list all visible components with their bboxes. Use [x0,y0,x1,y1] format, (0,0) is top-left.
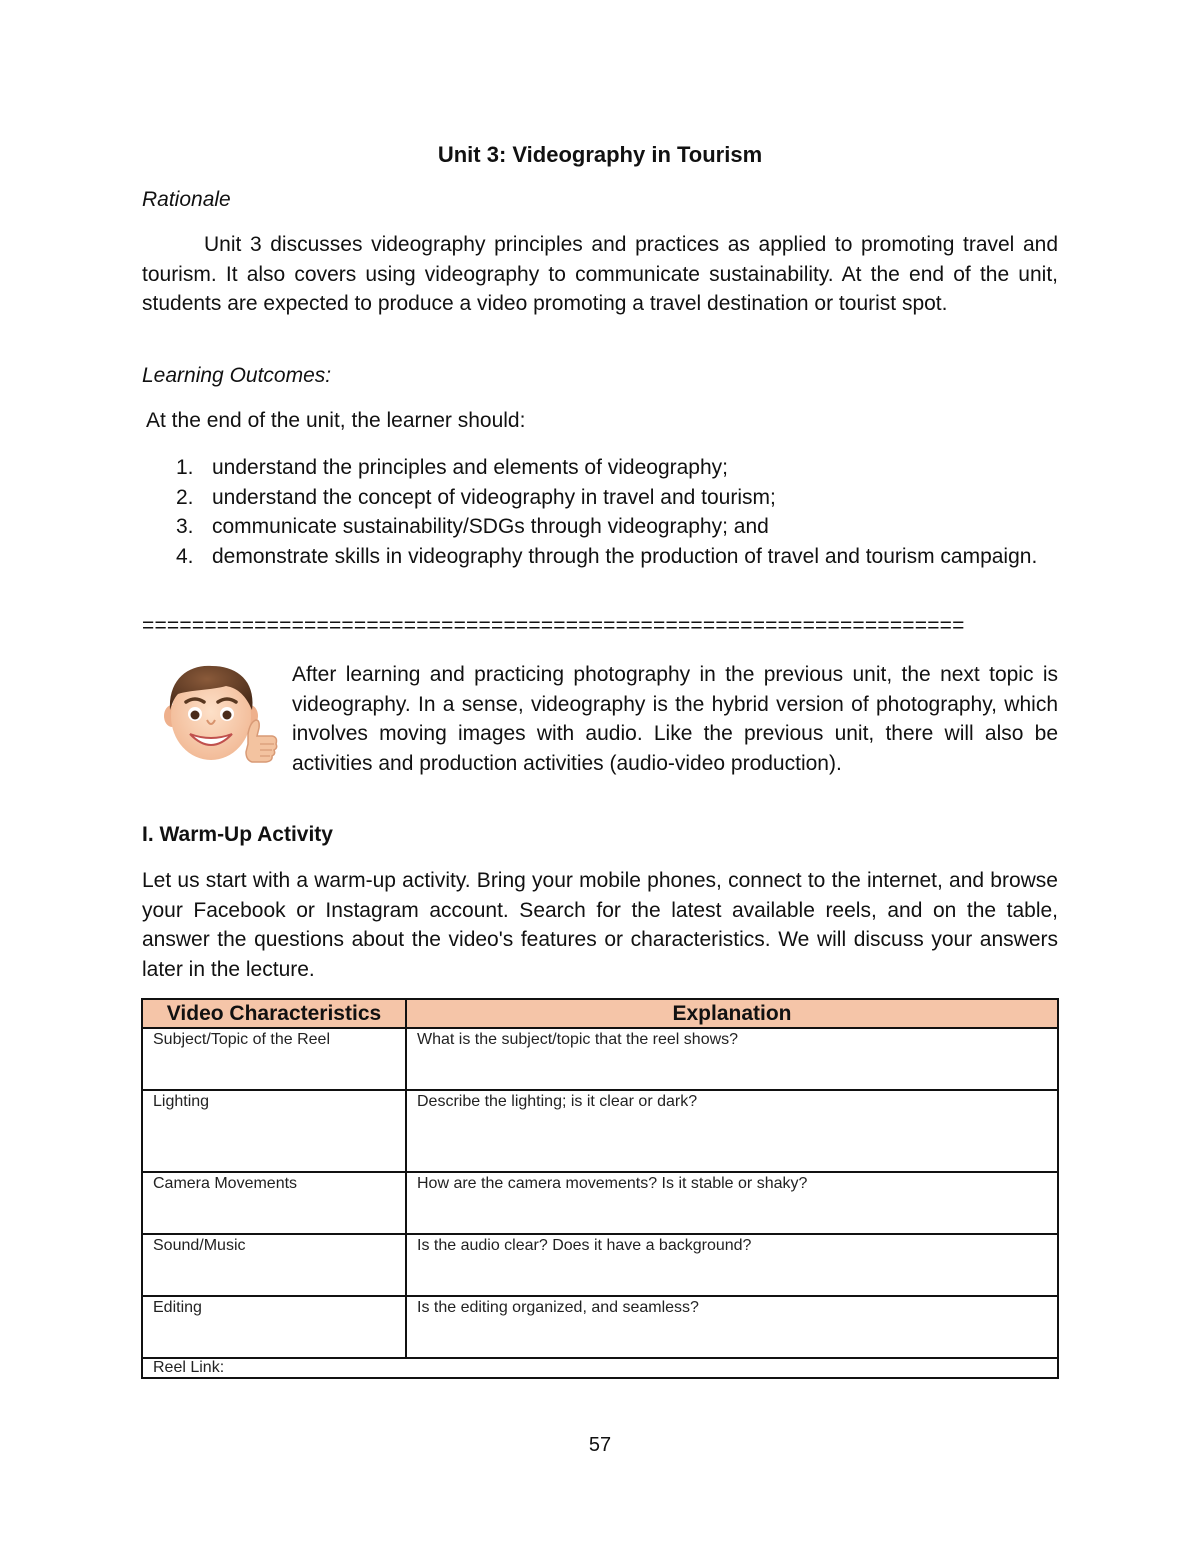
characteristic-cell: Subject/Topic of the Reel [142,1028,406,1090]
warmup-heading: I. Warm-Up Activity [142,823,333,846]
characteristic-cell: Lighting [142,1090,406,1172]
explanation-cell[interactable]: Is the editing organized, and seamless? [406,1296,1058,1358]
table-row [142,1028,1058,1090]
list-item-number: 2. [176,485,194,509]
list-item [142,453,1058,483]
page-number: 57 [588,1434,612,1456]
rationale-label: Rationale [142,188,231,211]
explanation-cell[interactable]: How are the camera movements? Is it stable or shaky? [406,1172,1058,1234]
warmup-paragraph: Let us start with a warm-up activity. Bring your mobile phones, connect to the internet, and browse your Facebook or Instagram account. Search for the latest available reels, and on the table, answer the questions about the video's features or characteristics. We will discuss your answers later in the lecture. [142,869,1058,981]
explanation-cell[interactable]: What is the subject/topic that the reel shows? [406,1028,1058,1090]
learning-outcomes-lead: At the end of the unit, the learner should: [146,409,526,432]
characteristic-cell: Sound/Music [142,1234,406,1296]
list-item-text: communicate sustainability/SDGs through videography; and [212,515,769,538]
table-row [142,1296,1058,1358]
list-item-number: 3. [176,515,194,538]
list-item-text: understand the concept of videography in travel and tourism; [212,485,776,509]
list-item [142,512,1058,542]
explanation-cell[interactable]: Describe the lighting; is it clear or dark? [406,1090,1058,1172]
page-title: Unit 3: Videography in Tourism [437,142,763,167]
characteristic-cell: Editing [142,1296,406,1358]
table-row [142,1090,1058,1172]
table-header-row [142,999,1058,1028]
table-row [142,1172,1058,1234]
rationale-text: Unit 3 discusses videography principles and practices as applied to promoting travel and tourism. It also covers using videography to communicate sustainability. At the end of the unit, students are expected to produce a video promoting a travel destination or tourist spot. [142,233,1058,315]
column-header-characteristics: Video Characteristics [142,999,406,1028]
column-header-explanation: Explanation [406,999,1058,1028]
rationale-paragraph [142,230,1058,319]
reel-link-row [142,1358,1058,1378]
intro-text: After learning and practicing photography in the previous unit, the next topic is videography. In a sense, videography is the hybrid version of photography, which involves moving images with audio. Like the previous unit, there will also be activities and production activities (audio-video production). [292,663,1058,775]
list-item-text: understand the principles and elements of videography; [212,456,728,479]
learning-outcomes-list [142,453,1058,571]
characteristic-cell: Camera Movements [142,1172,406,1234]
list-item [142,483,1058,513]
learning-outcomes-label: Learning Outcomes: [142,364,332,387]
reel-link-field[interactable]: Reel Link: [142,1358,1058,1378]
list-item-number: 1. [176,456,194,479]
video-characteristics-table [141,998,1059,1379]
explanation-cell[interactable]: Is the audio clear? Does it have a background? [406,1234,1058,1296]
list-item [142,542,1058,572]
thumbs-up-avatar-icon [160,660,284,766]
table-row [142,1234,1058,1296]
list-item-text: demonstrate skills in videography through the production of travel and tourism campaign. [212,544,1038,568]
section-divider: ================================================================== [142,614,965,637]
list-item-number: 4. [176,544,194,568]
